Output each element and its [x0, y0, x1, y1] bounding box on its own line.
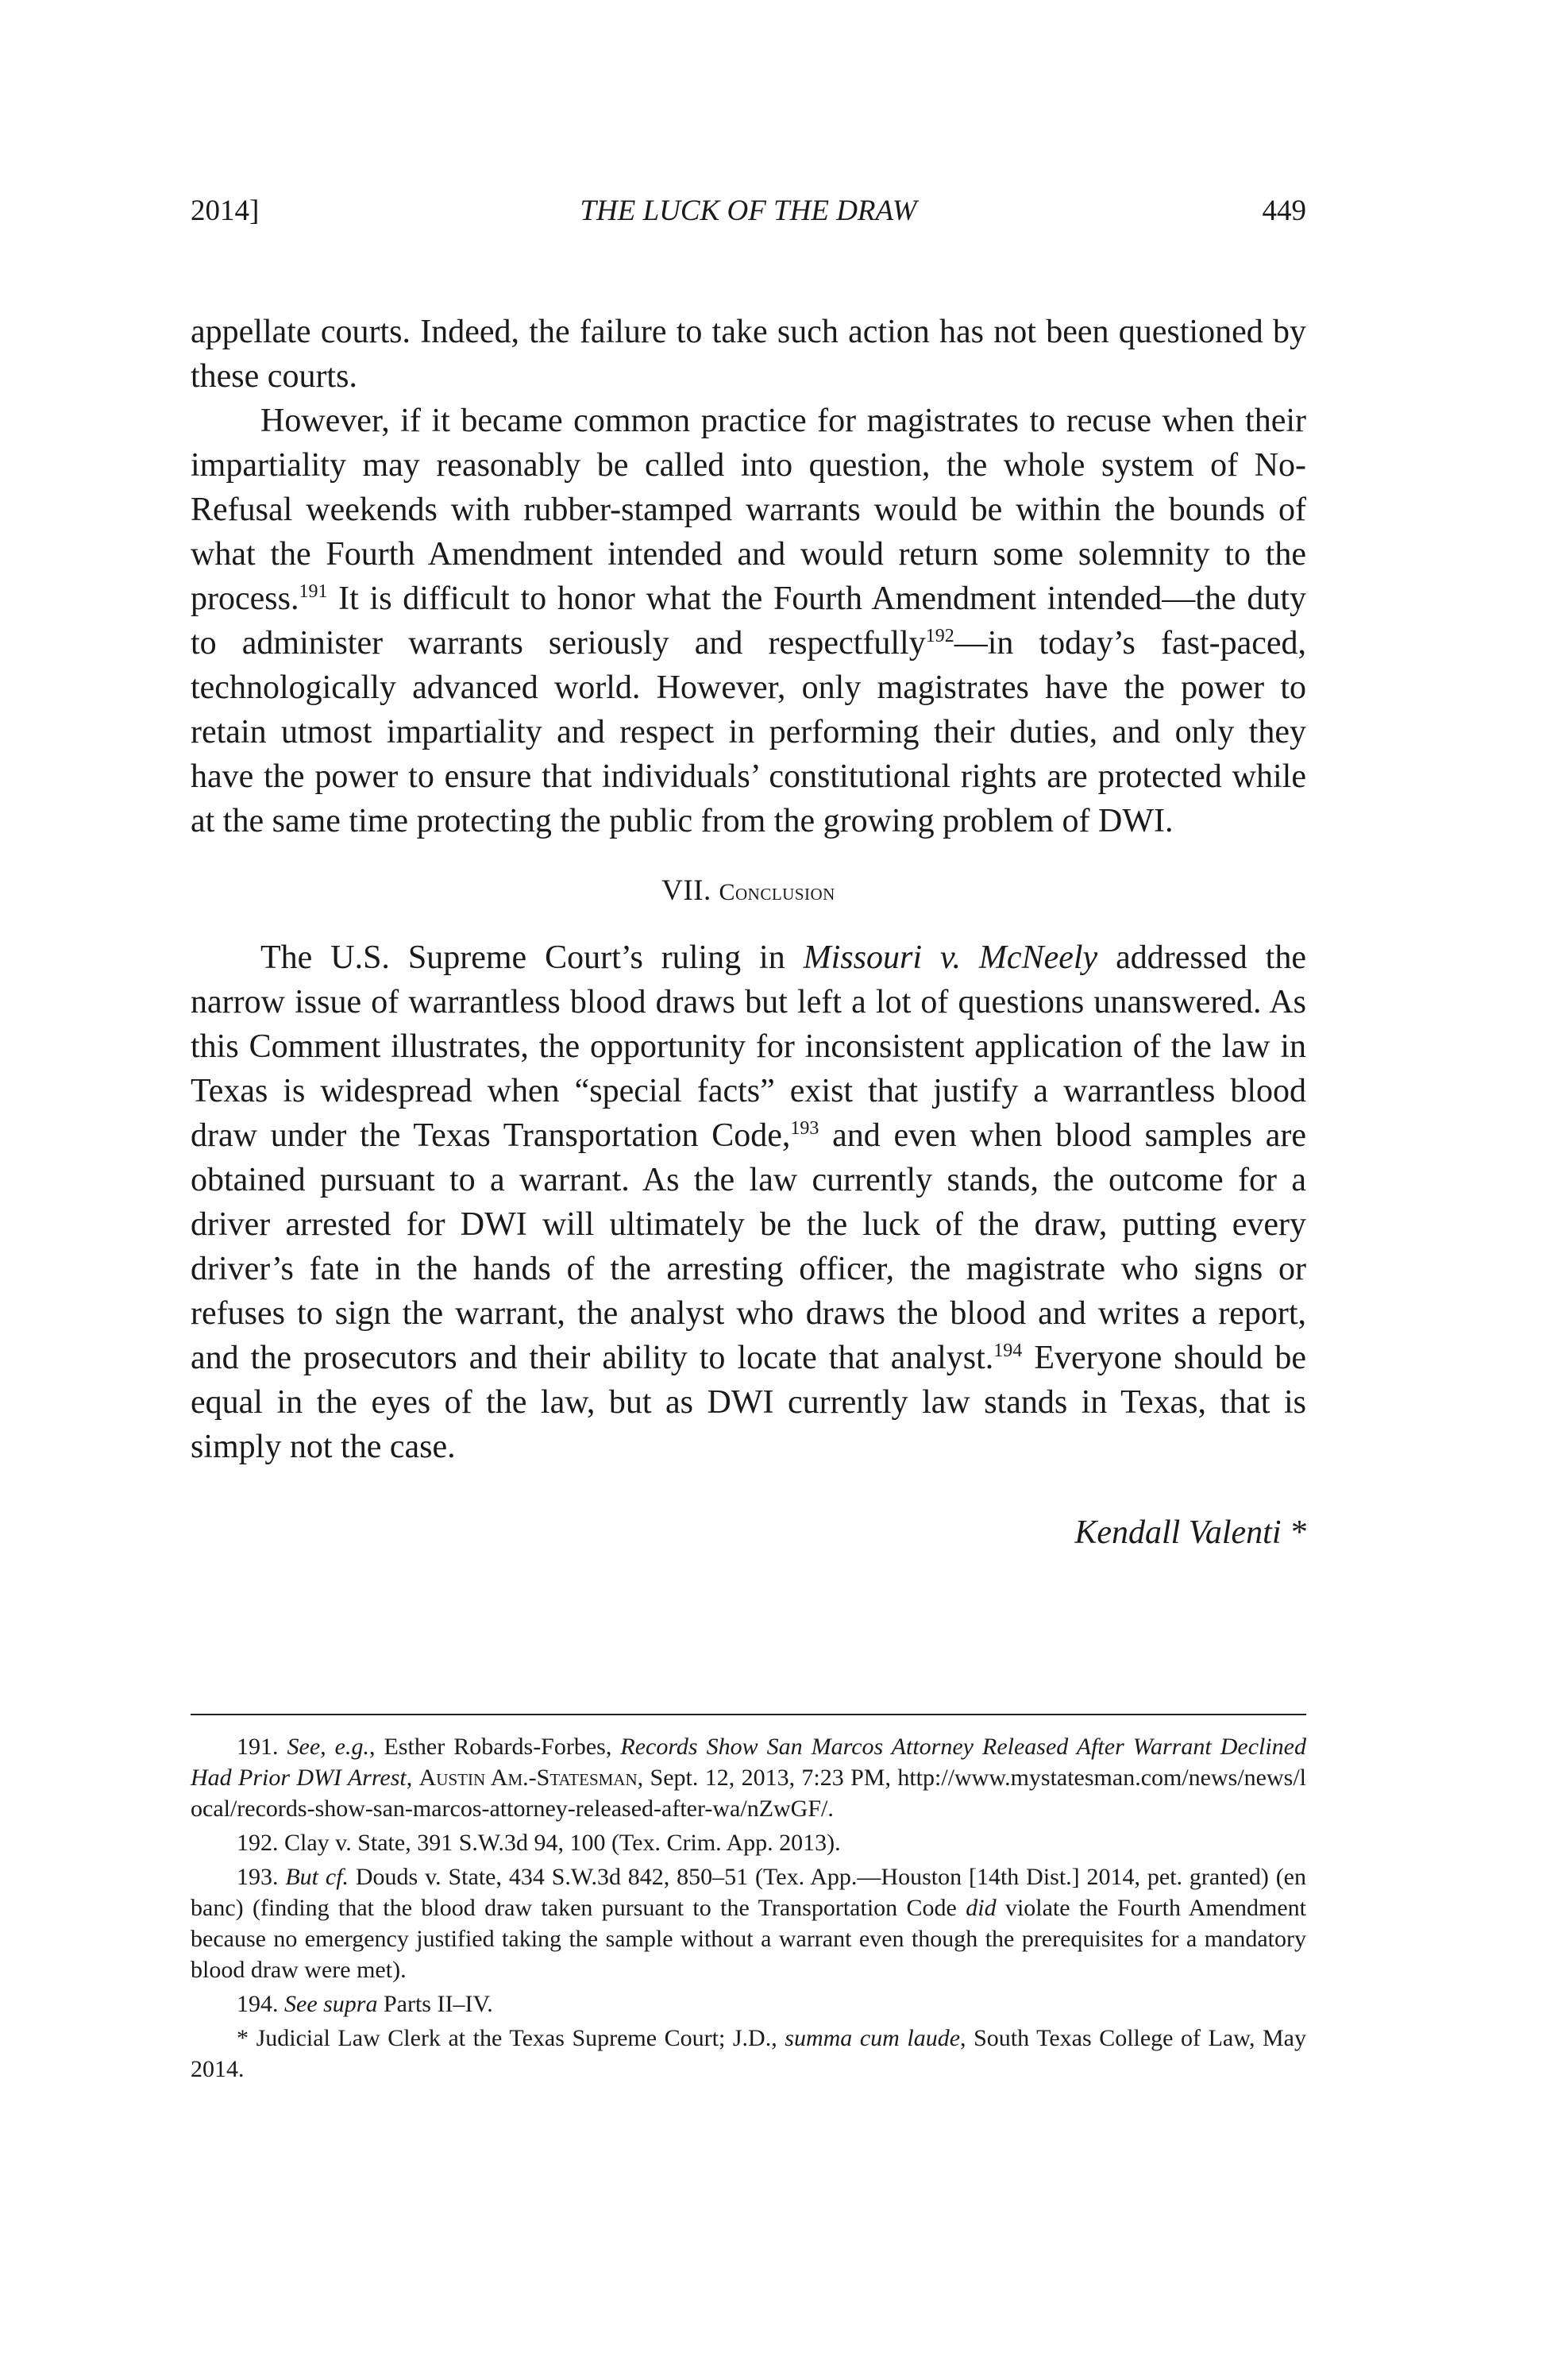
header-year: 2014]: [191, 195, 260, 227]
section-heading-text: Conclusion: [719, 879, 835, 905]
footnote-text: Judicial Law Clerk at the Texas Supreme Court; J.D.,: [256, 2025, 785, 2051]
article-title: Records Show San Marcos Attorney Released After Warrant Declined Had Prior DWI Arrest: [191, 1734, 1306, 1791]
paragraph-3: [191, 935, 1306, 1469]
paragraph-3-part-a: The U.S. Supreme Court’s ruling in: [260, 939, 804, 976]
footnote-ref-193[interactable]: 193: [790, 1118, 819, 1139]
section-heading: [191, 869, 1306, 915]
footnote-signal: See supra: [284, 1991, 378, 2017]
footnote-number: 193.: [237, 1864, 279, 1890]
footnote-ref-194[interactable]: 194: [993, 1340, 1023, 1361]
header-title: THE LUCK OF THE DRAW: [580, 195, 917, 227]
paragraph-3-part-b: addressed the narrow issue of warrantless blood draws but left a lot of questions unanswered. As this Comment illustrates, the opportunity for inconsistent application of the law in Texas is widespread when “special facts” exist that justify a warrantless blood draw under the Texas Transportation Code,: [191, 939, 1306, 1154]
running-header: [191, 194, 1306, 241]
emphasis: did: [966, 1895, 997, 1921]
footnote-ref-191[interactable]: 191: [299, 581, 328, 602]
footnote-193: [191, 1861, 1306, 1985]
footnote-194: [191, 1988, 1306, 2019]
case-name: Missouri v. McNeely: [803, 939, 1098, 976]
paragraph-3-part-c: and even when blood samples are obtained pursuant to a warrant. As the law currently stands, the outcome for a driver arrested for DWI will ultimately be the luck of the draw, putting every driver’s fate in the hands of the arresting officer, the magistrate who signs or refuses to sign the warrant, the analyst who draws the blood and writes a report, and the prosecutors and their ability to locate that analyst.: [191, 1117, 1306, 1376]
author-signature: Kendall Valenti *: [1074, 1514, 1306, 1551]
paragraph-3-part-d: Everyone should be equal in the eyes of the law, but as DWI currently law stands in Texas, that is simply not the case.: [191, 1340, 1306, 1465]
footnote-divider: [191, 1714, 1306, 1715]
section-heading-number: VII.: [661, 874, 719, 907]
footnote-191: [191, 1731, 1306, 1824]
footnote-ref-192[interactable]: 192: [925, 626, 954, 646]
footnote-number: *: [237, 2025, 249, 2051]
footnote-author: [191, 2023, 1306, 2085]
footnote-text: Clay v. State, 391 S.W.3d 94, 100 (Tex. Crim. App. 2013).: [284, 1830, 841, 1856]
footnote-signal: But cf.: [285, 1864, 349, 1890]
footnote-text: , South Texas College of Law, May 2014.: [191, 2025, 1307, 2082]
footnotes: [191, 1731, 1306, 2088]
publication-name: Austin Am.-Statesman: [418, 1765, 638, 1791]
footnote-text: , Sept. 12, 2013, 7:23 PM,: [637, 1765, 898, 1791]
footnote-number: 191.: [237, 1734, 279, 1760]
paragraph-2-part-c: —in today’s fast-paced, technologically advanced world. However, only magistrates have the power to retain utmost impartiality and respect in performing their duties, and only they have the power to ensure that individuals’ constitutional rights are protected while at the same time protecting the public from the growing problem of DWI.: [191, 625, 1307, 839]
footnote-number: 192.: [237, 1830, 279, 1856]
footnote-signal: See, e.g.: [287, 1734, 370, 1760]
paragraph-2-part-a: However, if it became common practice for magistrates to recuse when their impartiality may reasonably be called into question, the whole system of No-Refusal weekends with rubber-stamped warrants would be within the bounds of what the Fourth Amendment intended and would return some solemnity to the process.: [191, 403, 1306, 617]
footnote-text: , Esther Robards-Forbes,: [369, 1734, 621, 1760]
page-number: 449: [1262, 195, 1306, 227]
footnote-number: 194.: [237, 1991, 279, 2017]
article-body: [191, 310, 1306, 1555]
paragraph-2-part-b: It is difficult to honor what the Fourth Amendment intended—the duty to administer warrants seriously and respectfully: [191, 581, 1306, 662]
paragraph-1: appellate courts. Indeed, the failure to take such action has not been questioned by these courts.: [191, 314, 1306, 395]
source-link[interactable]: http://www.mystatesman.com/news/news/local/records-show-san-marcos-attorney-released-after-wa/nZwGF/.: [191, 1765, 1307, 1822]
footnote-text: violate the Fourth Amendment because no emergency justified taking the sample without a warrant even though the prerequisites for a mandatory blood draw were met).: [191, 1895, 1306, 1983]
paragraph-2: [191, 399, 1306, 843]
footnote-text: ,: [406, 1765, 419, 1791]
footnote-text: Parts II–IV.: [377, 1991, 493, 2017]
footnote-192: [191, 1827, 1306, 1858]
emphasis: summa cum laude: [785, 2025, 961, 2051]
footnote-text: Douds v. State, 434 S.W.3d 842, 850–51 (Tex. App.—Houston [14th Dist.] 2014, pet. granted) (en banc) (finding that the blood draw taken pursuant to the Transportation Code: [191, 1864, 1306, 1921]
